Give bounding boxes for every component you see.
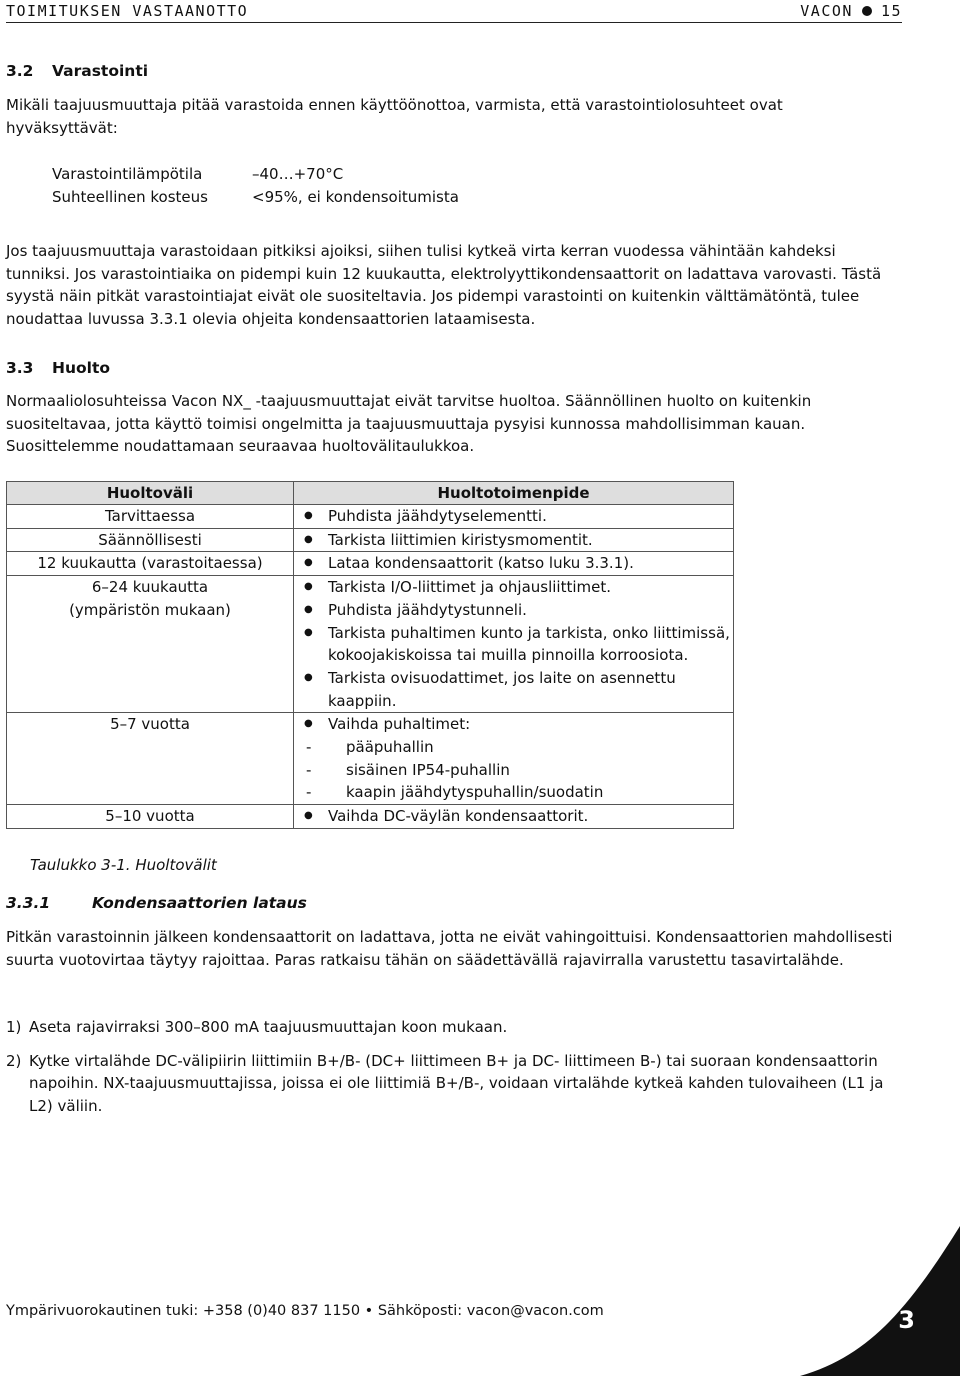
footer-page-number: 3	[898, 1306, 915, 1334]
interval-text: Säännöllisesti	[98, 530, 202, 549]
heading-title: Huolto	[52, 359, 111, 377]
action-item: ● Puhdista jäähdytystunneli.	[298, 599, 733, 622]
storage-paragraph: Jos taajuusmuuttaja varastoidaan pitkiksi ajoiksi, siihen tulisi kytkeä virta kerran vuodessa vähintään kahdeksi tunniksi. Jos varastointiaika on pidempi kuin 12 kuukautta, elektrolyyttikondensaattorit on ladattava varovasti. Tästä syystä näin pitkät varastointiajat eivät ole suositeltavia. Jos pidempi varastointi on kuitenkin välttämätöntä, tulee noudattaa luvussa 3.3.1 olevia ohjeita kondensaattorien lataamisesta.	[6, 242, 882, 329]
storage-row	[52, 163, 459, 186]
heading-number: 3.3	[6, 359, 34, 377]
heading-title: Varastointi	[52, 62, 149, 80]
table-row	[7, 805, 734, 829]
action-item: ● Vaihda puhaltimet:	[298, 713, 733, 736]
interval-cell	[7, 505, 294, 529]
interval-text: 5–10 vuotta	[105, 807, 195, 826]
action-item: ● Tarkista ovisuodattimet, jos laite on asennettu kaappiin.	[298, 667, 733, 712]
step-number: 1)	[6, 1018, 22, 1036]
table-row	[7, 576, 734, 713]
capacitor-paragraph: Pitkän varastoinnin jälkeen kondensaattorit on ladattava, jotta ne eivät vahingoittuisi. Kondensaattorien mahdollisesti suurta vuotovirtaa täytyy rajoittaa. Paras ratkaisu tähän on säädettävällä rajavirralla varustettu tasavirtalähde.	[6, 928, 893, 969]
list-item	[6, 1050, 901, 1118]
list-item	[6, 1016, 901, 1039]
action-cell	[294, 505, 734, 529]
heading-number: 3.3.1	[6, 894, 51, 912]
interval-text: Tarvittaessa	[104, 507, 196, 525]
storage-label: Suhteellinen kosteus	[52, 188, 208, 206]
interval-cell	[7, 713, 294, 805]
table-row	[7, 713, 734, 805]
interval-text: 6–24 kuukautta	[91, 578, 209, 597]
action-cell	[294, 805, 734, 829]
storage-value: <95%, ei kondensoitumista	[252, 188, 459, 206]
storage-row	[52, 186, 459, 209]
action-item: ● Puhdista jäähdytyselementti.	[298, 505, 733, 528]
column-header-action: Huoltotoimenpide	[294, 482, 734, 505]
action-item: ● Lataa kondensaattorit (katso luku 3.3.1).	[298, 552, 733, 575]
corner-swoosh-icon	[760, 1226, 960, 1376]
action-cell	[294, 576, 734, 713]
header-section-title: TOIMITUKSEN VASTAANOTTO	[6, 2, 249, 20]
storage-conditions	[52, 163, 459, 209]
header-brand-block	[800, 2, 902, 20]
bullet-dot-icon	[862, 6, 872, 16]
action-cell	[294, 528, 734, 552]
action-item: ● Vaihda DC-väylän kondensaattorit.	[298, 805, 733, 828]
heading-title: Kondensaattorien lataus	[92, 894, 307, 912]
action-subitem: - pääpuhallin	[298, 736, 733, 759]
table-row	[7, 505, 734, 529]
footer-contact: Ympärivuorokautinen tuki: +358 (0)40 837 1150 • Sähköposti: vacon@vacon.com	[6, 1303, 604, 1319]
header-brand: VACON	[800, 2, 853, 20]
step-number: 2)	[6, 1051, 22, 1070]
table-body	[7, 505, 734, 829]
action-item: ● Tarkista puhaltimen kunto ja tarkista, onko liittimissä, kokoojakiskoissa tai muilla pinnoilla korroosiota.	[298, 622, 733, 667]
interval-cell	[7, 805, 294, 829]
column-header-interval: Huoltoväli	[7, 482, 294, 505]
table-header-row	[7, 482, 734, 505]
interval-cell	[7, 552, 294, 576]
interval-text: 5–7 vuotta	[110, 715, 190, 734]
action-item: ● Tarkista I/O-liittimet ja ohjausliittimet.	[298, 576, 733, 599]
step-text: Kytke virtalähde DC-välipiirin liittimiin B+/B- (DC+ liittimeen B+ ja DC- liittimeen B-) tai suoraan kondensaattorin napoihin. NX-taajuusmuuttajissa, joissa ei ole liittimiä B+/B-, voidaan virtalähde kytkeä kahden tulovaiheen (L1 ja L2) väliin.	[29, 1051, 884, 1116]
interval-cell	[7, 576, 294, 713]
maintenance-paragraph: Normaaliolosuhteissa Vacon NX_ -taajuusmuuttajat eivät tarvitse huoltoa. Säännöllinen huolto on kuitenkin suositeltavaa, jotta käyttö toimisi ongelmitta ja taajuusmuuttaja pysyisi kunnossa mahdollisimman kauan. Suosittelemme noudattamaan seuraavaa huoltovälitaulukkoa.	[6, 392, 812, 456]
action-item: ● Tarkista liittimien kiristysmomentit.	[298, 529, 733, 552]
interval-text: (ympäristön mukaan)	[69, 600, 231, 619]
interval-cell	[7, 528, 294, 552]
steps-list	[6, 1016, 901, 1118]
maintenance-table	[6, 481, 734, 829]
action-cell	[294, 552, 734, 576]
step-text: Aseta rajavirraksi 300–800 mA taajuusmuuttajan koon mukaan.	[29, 1018, 508, 1036]
heading-3-3	[6, 359, 110, 377]
storage-value: –40…+70°C	[252, 165, 344, 183]
interval-text: 12 kuukautta (varastoitaessa)	[37, 554, 263, 573]
action-subitem: - sisäinen IP54-puhallin	[298, 759, 733, 782]
action-cell	[294, 713, 734, 805]
action-subitem: - kaapin jäähdytyspuhallin/suodatin	[298, 781, 733, 804]
heading-number: 3.2	[6, 62, 34, 80]
page-header	[6, 0, 902, 23]
heading-3-2	[6, 62, 148, 80]
table-caption: Taulukko 3-1. Huoltovälit	[30, 856, 217, 874]
header-page-number: 15	[880, 2, 902, 20]
storage-intro: Mikäli taajuusmuuttaja pitää varastoida ennen käyttöönottoa, varmista, että varastointiolosuhteet ovat hyväksyttävät:	[6, 96, 783, 137]
table-row	[7, 528, 734, 552]
heading-3-3-1	[6, 894, 307, 912]
storage-label: Varastointilämpötila	[52, 165, 203, 183]
table-row	[7, 552, 734, 576]
